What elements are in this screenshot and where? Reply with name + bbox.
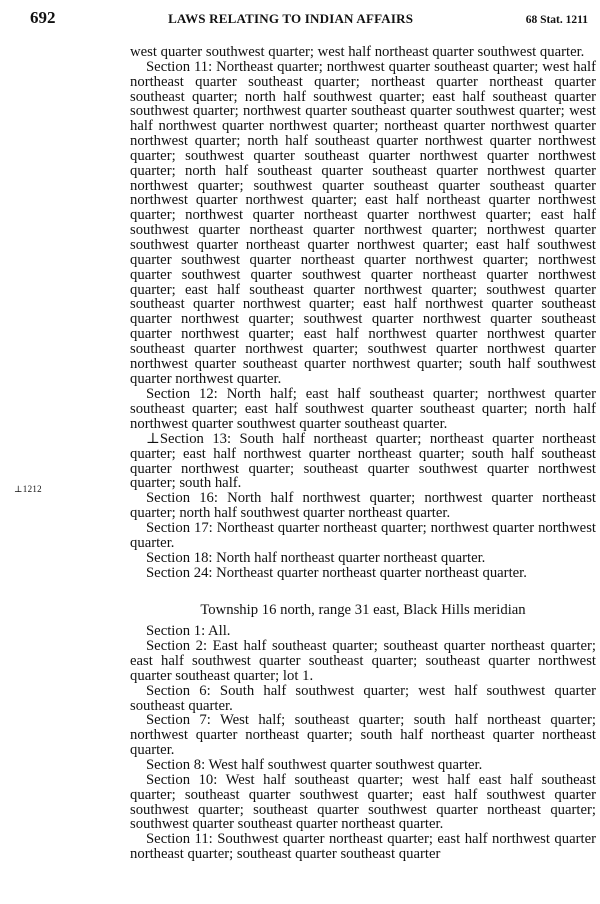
section-16-paragraph: Section 16: North half northwest quarter; northwest quarter northeast quarter; north half southwest quarter northeast quarter. <box>130 490 596 522</box>
section-17-paragraph: Section 17: Northeast quarter northeast quarter; northwest quarter northwest quarter. <box>130 520 596 551</box>
section-11b-paragraph: Section 11: Southwest quarter northeast quarter; east half northwest quarter northeast quarter; southeast quarter southeast quarter <box>130 831 596 863</box>
section-7-paragraph: Section 7: West half; southeast quarter; south half northeast quarter; northwest quarter northeast quarter; south half northeast quarter northeast quarter. <box>130 712 596 759</box>
section-18-paragraph: Section 18: North half northeast quarter northeast quarter. <box>146 549 486 566</box>
statute-citation: 68 Stat. 1211 <box>525 14 588 26</box>
running-title: LAWS RELATING TO INDIAN AFFAIRS <box>168 11 414 26</box>
section-2-paragraph: Section 2: East half southeast quarter; southeast quarter northeast quarter; east half southwest quarter southeast quarter; southeast quarter northwest quarter southeast quarter; lot 1. <box>130 638 596 684</box>
page-number: 692 <box>30 8 56 27</box>
section-6-paragraph: Section 6: South half southwest quarter; west half southwest quarter southeast quarter. <box>130 682 596 714</box>
section-13-paragraph <box>130 432 596 491</box>
section-12-paragraph: Section 12: North half; east half southeast quarter; northwest quarter southeast quarter; east half southwest quarter southeast quarter; north half northwest quarter southwest quarter southeast quarter. <box>130 386 596 433</box>
section-8-paragraph: Section 8: West half southwest quarter southwest quarter. <box>146 756 483 773</box>
margin-page-note: ⊥1212 <box>14 484 42 494</box>
section-24-paragraph: Section 24: Northeast quarter northeast quarter northeast quarter. <box>146 564 527 581</box>
continued-paragraph: west quarter southwest quarter; west half northeast quarter southwest quarter. <box>130 44 585 60</box>
page-break-mark: ⊥ <box>146 430 160 447</box>
township-heading: Township 16 north, range 31 east, Black Hills meridian <box>200 602 526 619</box>
section-1-paragraph: Section 1: All. <box>146 623 231 640</box>
section-10-paragraph: Section 10: West half southeast quarter; west half east half southeast quarter; southeast quarter southwest quarter; east half southwest quarter southwest quarter; southeast quarter southwest quarter northeast quarter; southwest quarter southeast quarter northeast quarter. <box>130 771 596 833</box>
section-13-text: Section 13: South half northeast quarter; northeast quarter northeast quarter; east half northwest quarter northeast quarter; south half southeast quarter northwest quarter; southeast quarter southwest quarter northwest quarter; south half. <box>130 430 596 492</box>
page-header <box>30 8 588 30</box>
section-11-paragraph: Section 11: Northeast quarter; northwest quarter southeast quarter; west half northeast quarter southeast quarter; northeast quarter northeast quarter southeast quarter; north half southwest quarter; east half southeast quarter southwest quarter; northwest quarter southeast quarter southwest quarter; west half northwest quarter northwest quarter; northeast quarter northwest quarter northwest quarter; north half southeast quarter northwest quarter northwest quarter; southwest quarter southeast quarter northwest quarter northwest quarter; north half southeast quarter southeast quarter northwest quarter northwest quarter; southwest quarter southeast quarter southeast quarter northwest quarter northwest quarter; east half northeast quarter northwest quarter; northwest quarter northeast quarter northwest quarter; east half southwest quarter northeast quarter northwest quarter; northwest quarter southwest quarter northeast quarter northwest quarter; east half southwest quarter southwest quarter northeast quarter northwest quarter; northwest quarter southwest quarter southwest quarter northeast quarter northwest quarter; east half southeast quarter northwest quarter; southwest quarter southeast quarter northwest quarter; east half northwest quarter southeast quarter northwest quarter; southwest quarter northwest quarter southeast quarter northwest quarter; east half northwest quarter northwest quarter southeast quarter northwest quarter; southwest quarter northwest quarter northwest quarter southeast quarter northwest quarter; south half southwest quarter northwest quarter. <box>130 58 596 387</box>
body-text <box>130 45 596 862</box>
